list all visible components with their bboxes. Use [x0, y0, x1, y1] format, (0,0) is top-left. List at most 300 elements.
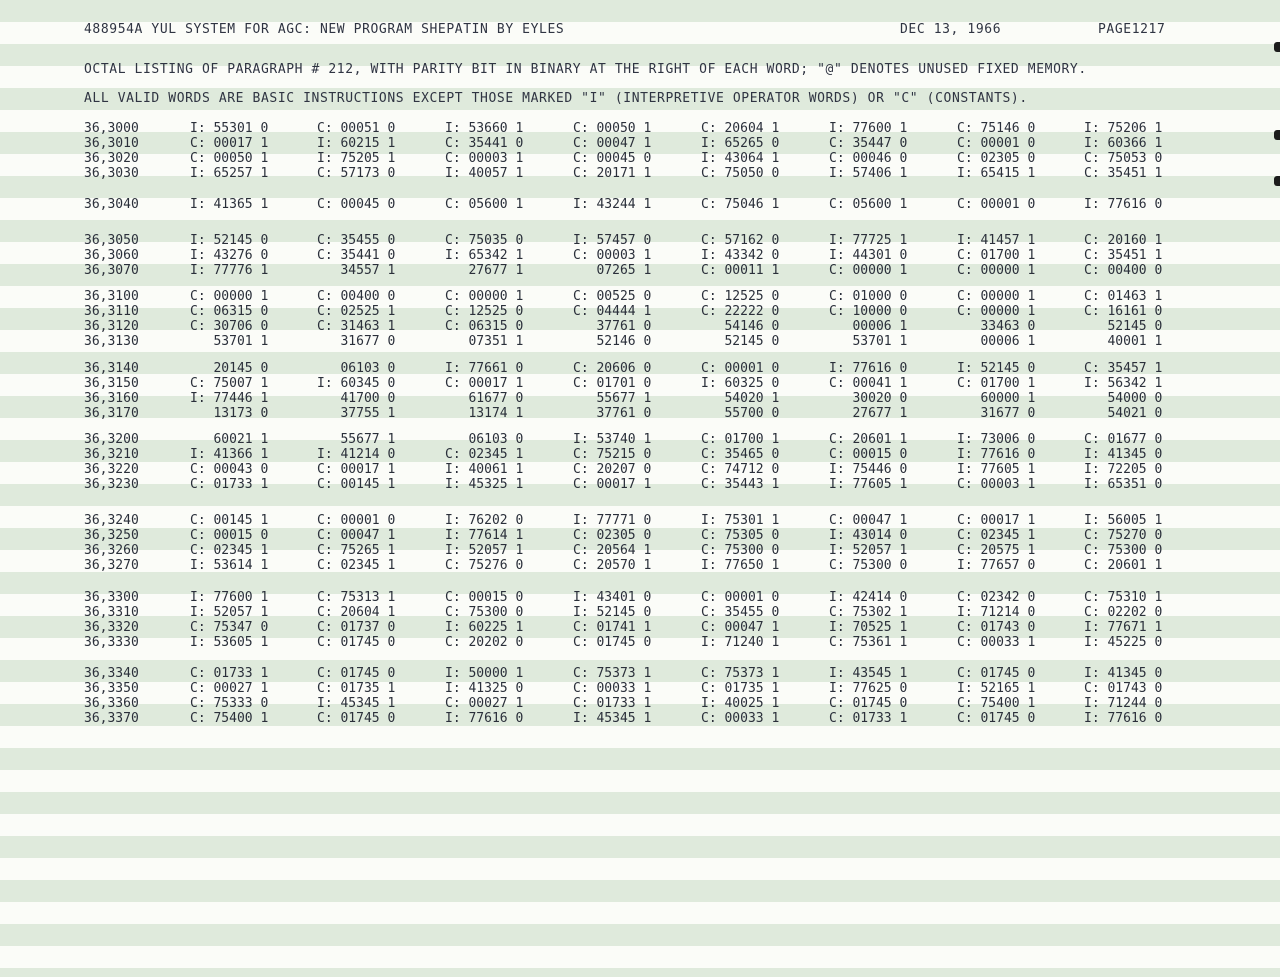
memory-word: C: 00050 1: [190, 151, 269, 166]
memory-word: I: 41457 1: [957, 233, 1036, 248]
memory-word: I: 77616 0: [829, 361, 908, 376]
address-label: 36,3160: [84, 391, 139, 406]
memory-word: C: 20202 0: [445, 635, 524, 650]
memory-word: C: 20171 1: [573, 166, 652, 181]
memory-word: I: 77614 1: [445, 528, 524, 543]
listing-block: [0, 590, 1280, 650]
address-label: 36,3110: [84, 304, 139, 319]
memory-word: C: 75035 0: [445, 233, 524, 248]
memory-word: C: 00015 0: [829, 447, 908, 462]
listing-row: [0, 334, 1280, 349]
tractor-hole: [1274, 130, 1280, 140]
memory-word: C: 35441 0: [445, 136, 524, 151]
memory-word: C: 35457 1: [1084, 361, 1163, 376]
memory-word: C: 06315 0: [445, 319, 524, 334]
memory-word: 37761 0: [573, 319, 652, 334]
listing-row: [0, 233, 1280, 248]
memory-word: C: 05600 1: [829, 197, 908, 212]
listing-row: [0, 558, 1280, 573]
memory-word: C: 02525 1: [317, 304, 396, 319]
memory-word: C: 01463 1: [1084, 289, 1163, 304]
memory-word: C: 02345 1: [317, 558, 396, 573]
listing-row: [0, 590, 1280, 605]
memory-word: I: 43244 1: [573, 197, 652, 212]
address-label: 36,3240: [84, 513, 139, 528]
memory-word: I: 77616 0: [1084, 711, 1163, 726]
memory-word: C: 01700 1: [957, 376, 1036, 391]
memory-word: C: 02305 0: [957, 151, 1036, 166]
listing-row: [0, 136, 1280, 151]
memory-word: C: 00001 0: [957, 197, 1036, 212]
memory-word: I: 75301 1: [701, 513, 780, 528]
memory-word: C: 75050 0: [701, 166, 780, 181]
memory-word: 13174 1: [445, 406, 524, 421]
memory-word: I: 65351 0: [1084, 477, 1163, 492]
memory-word: I: 53614 1: [190, 558, 269, 573]
memory-word: C: 75215 0: [573, 447, 652, 462]
listing-row: [0, 696, 1280, 711]
address-label: 36,3250: [84, 528, 139, 543]
address-label: 36,3150: [84, 376, 139, 391]
description-line-2: ALL VALID WORDS ARE BASIC INSTRUCTIONS EXCEPT THOSE MARKED "I" (INTERPRETIVE OPERATOR WORDS) OR "C" (CONSTANTS).: [84, 91, 1028, 106]
memory-word: C: 12525 0: [701, 289, 780, 304]
listing-row: [0, 304, 1280, 319]
memory-word: C: 35443 1: [701, 477, 780, 492]
memory-word: I: 45345 1: [317, 696, 396, 711]
memory-word: C: 00145 1: [190, 513, 269, 528]
memory-word: C: 01677 0: [1084, 432, 1163, 447]
listing-row: [0, 432, 1280, 447]
memory-word: I: 60345 0: [317, 376, 396, 391]
memory-word: C: 01733 1: [190, 477, 269, 492]
memory-word: I: 41325 0: [445, 681, 524, 696]
memory-word: C: 01737 0: [317, 620, 396, 635]
listing-block: [0, 289, 1280, 349]
memory-word: C: 01741 1: [573, 620, 652, 635]
memory-word: C: 01701 0: [573, 376, 652, 391]
memory-word: I: 71244 0: [1084, 696, 1163, 711]
address-label: 36,3260: [84, 543, 139, 558]
memory-word: C: 00017 1: [573, 477, 652, 492]
memory-word: C: 22222 0: [701, 304, 780, 319]
listing-row: [0, 289, 1280, 304]
memory-word: 54021 0: [1084, 406, 1163, 421]
address-label: 36,3200: [84, 432, 139, 447]
memory-word: C: 00525 0: [573, 289, 652, 304]
memory-word: C: 01745 0: [957, 711, 1036, 726]
address-label: 36,3360: [84, 696, 139, 711]
memory-word: C: 20601 1: [1084, 558, 1163, 573]
memory-word: 27677 1: [445, 263, 524, 278]
memory-word: C: 74712 0: [701, 462, 780, 477]
memory-word: C: 00017 1: [957, 513, 1036, 528]
listing-block: [0, 361, 1280, 421]
memory-word: C: 00003 1: [573, 248, 652, 263]
memory-word: C: 35455 0: [701, 605, 780, 620]
memory-word: I: 42414 0: [829, 590, 908, 605]
memory-word: C: 20606 0: [573, 361, 652, 376]
memory-word: 31677 0: [957, 406, 1036, 421]
listing-row: [0, 361, 1280, 376]
address-label: 36,3040: [84, 197, 139, 212]
listing-row: [0, 666, 1280, 681]
memory-word: I: 41366 1: [190, 447, 269, 462]
memory-word: 53701 1: [829, 334, 908, 349]
memory-word: 60021 1: [190, 432, 269, 447]
address-label: 36,3220: [84, 462, 139, 477]
memory-word: C: 57162 0: [701, 233, 780, 248]
memory-word: 00006 1: [957, 334, 1036, 349]
address-label: 36,3270: [84, 558, 139, 573]
address-label: 36,3060: [84, 248, 139, 263]
memory-word: C: 00033 1: [701, 711, 780, 726]
listing-row: [0, 513, 1280, 528]
memory-word: I: 75446 0: [829, 462, 908, 477]
memory-word: I: 77650 1: [701, 558, 780, 573]
memory-word: C: 00047 1: [829, 513, 908, 528]
memory-word: I: 50000 1: [445, 666, 524, 681]
memory-word: C: 75300 0: [1084, 543, 1163, 558]
memory-word: C: 35451 1: [1084, 166, 1163, 181]
memory-word: C: 00001 0: [317, 513, 396, 528]
address-label: 36,3050: [84, 233, 139, 248]
memory-word: 60000 1: [957, 391, 1036, 406]
memory-word: I: 70525 1: [829, 620, 908, 635]
memory-word: C: 01700 1: [957, 248, 1036, 263]
memory-word: I: 45225 0: [1084, 635, 1163, 650]
memory-word: 07351 1: [445, 334, 524, 349]
memory-word: 40001 1: [1084, 334, 1163, 349]
memory-word: C: 01733 1: [190, 666, 269, 681]
memory-word: 54146 0: [701, 319, 780, 334]
memory-word: C: 00003 1: [957, 477, 1036, 492]
memory-word: C: 00000 1: [190, 289, 269, 304]
memory-word: 06103 0: [317, 361, 396, 376]
memory-word: C: 01733 1: [573, 696, 652, 711]
listing-row: [0, 197, 1280, 212]
memory-word: 13173 0: [190, 406, 269, 421]
memory-word: I: 77616 0: [957, 447, 1036, 462]
memory-word: C: 00045 0: [317, 197, 396, 212]
memory-word: C: 35455 0: [317, 233, 396, 248]
memory-word: C: 20160 1: [1084, 233, 1163, 248]
memory-word: I: 41345 0: [1084, 447, 1163, 462]
listing-row: [0, 121, 1280, 136]
address-label: 36,3230: [84, 477, 139, 492]
memory-word: C: 00033 1: [573, 681, 652, 696]
listing-row: [0, 528, 1280, 543]
description-line-1: OCTAL LISTING OF PARAGRAPH # 212, WITH PARITY BIT IN BINARY AT THE RIGHT OF EACH WORD; "@" DENOTES UNUSED FIXED MEMORY.: [84, 62, 1087, 77]
memory-word: C: 20604 1: [317, 605, 396, 620]
memory-word: I: 77616 0: [1084, 197, 1163, 212]
listing-row: [0, 263, 1280, 278]
memory-word: I: 52057 1: [190, 605, 269, 620]
memory-word: I: 77771 0: [573, 513, 652, 528]
memory-word: C: 75361 1: [829, 635, 908, 650]
memory-word: I: 40061 1: [445, 462, 524, 477]
memory-word: C: 00045 0: [573, 151, 652, 166]
address-label: 36,3350: [84, 681, 139, 696]
memory-word: C: 20207 0: [573, 462, 652, 477]
listing-row: [0, 635, 1280, 650]
memory-word: 31677 0: [317, 334, 396, 349]
memory-word: I: 77605 1: [829, 477, 908, 492]
memory-word: C: 35465 0: [701, 447, 780, 462]
memory-word: C: 01735 1: [317, 681, 396, 696]
memory-word: I: 75206 1: [1084, 121, 1163, 136]
memory-word: C: 02345 1: [445, 447, 524, 462]
memory-word: I: 53740 1: [573, 432, 652, 447]
memory-word: C: 35447 0: [829, 136, 908, 151]
memory-word: C: 00047 1: [573, 136, 652, 151]
memory-word: I: 60366 1: [1084, 136, 1163, 151]
tractor-hole: [1274, 176, 1280, 186]
memory-word: 41700 0: [317, 391, 396, 406]
memory-word: C: 20570 1: [573, 558, 652, 573]
memory-word: 52145 0: [1084, 319, 1163, 334]
memory-word: I: 60215 1: [317, 136, 396, 151]
memory-word: 55677 1: [317, 432, 396, 447]
memory-word: 00006 1: [829, 319, 908, 334]
memory-word: C: 01000 0: [829, 289, 908, 304]
memory-word: I: 71240 1: [701, 635, 780, 650]
listing-block: [0, 666, 1280, 726]
memory-word: I: 75205 1: [317, 151, 396, 166]
memory-word: I: 72205 0: [1084, 462, 1163, 477]
memory-word: I: 77625 0: [829, 681, 908, 696]
memory-word: C: 75305 0: [701, 528, 780, 543]
memory-word: I: 77605 1: [957, 462, 1036, 477]
memory-word: I: 53660 1: [445, 121, 524, 136]
memory-word: C: 20601 1: [829, 432, 908, 447]
memory-word: I: 60225 1: [445, 620, 524, 635]
memory-word: C: 00050 1: [573, 121, 652, 136]
listing-row: [0, 543, 1280, 558]
memory-word: C: 02305 0: [573, 528, 652, 543]
memory-word: I: 52165 1: [957, 681, 1036, 696]
memory-word: I: 65342 1: [445, 248, 524, 263]
memory-word: C: 00000 1: [957, 289, 1036, 304]
memory-word: 54020 1: [701, 391, 780, 406]
listing-row: [0, 151, 1280, 166]
memory-word: I: 41214 0: [317, 447, 396, 462]
memory-word: C: 75007 1: [190, 376, 269, 391]
memory-word: 07265 1: [573, 263, 652, 278]
memory-word: C: 01745 0: [317, 666, 396, 681]
memory-word: C: 02345 1: [190, 543, 269, 558]
address-label: 36,3310: [84, 605, 139, 620]
memory-word: C: 01743 0: [1084, 681, 1163, 696]
memory-word: C: 75347 0: [190, 620, 269, 635]
memory-word: C: 00017 1: [190, 136, 269, 151]
memory-word: C: 00015 0: [445, 590, 524, 605]
memory-word: C: 00001 0: [701, 590, 780, 605]
memory-word: I: 65265 0: [701, 136, 780, 151]
memory-word: I: 76202 0: [445, 513, 524, 528]
listing-row: [0, 248, 1280, 263]
memory-word: I: 40025 1: [701, 696, 780, 711]
address-label: 36,3300: [84, 590, 139, 605]
memory-word: C: 00000 1: [829, 263, 908, 278]
memory-word: C: 00017 1: [317, 462, 396, 477]
memory-word: I: 65257 1: [190, 166, 269, 181]
memory-word: I: 77776 1: [190, 263, 269, 278]
memory-word: C: 35441 0: [317, 248, 396, 263]
memory-word: C: 75300 0: [445, 605, 524, 620]
memory-word: 30020 0: [829, 391, 908, 406]
memory-word: I: 41345 0: [1084, 666, 1163, 681]
listing-row: [0, 462, 1280, 477]
memory-word: 54000 0: [1084, 391, 1163, 406]
listing-row: [0, 477, 1280, 492]
address-label: 36,3330: [84, 635, 139, 650]
memory-word: C: 04444 1: [573, 304, 652, 319]
memory-word: I: 77671 1: [1084, 620, 1163, 635]
memory-word: C: 00047 1: [701, 620, 780, 635]
memory-word: C: 00145 1: [317, 477, 396, 492]
memory-word: 27677 1: [829, 406, 908, 421]
memory-word: C: 00041 1: [829, 376, 908, 391]
memory-word: I: 43064 1: [701, 151, 780, 166]
memory-word: C: 00003 1: [445, 151, 524, 166]
listing-row: [0, 605, 1280, 620]
memory-word: C: 00001 0: [701, 361, 780, 376]
memory-word: C: 20564 1: [573, 543, 652, 558]
listing-row: [0, 711, 1280, 726]
memory-word: 52145 0: [701, 334, 780, 349]
address-label: 36,3140: [84, 361, 139, 376]
address-label: 36,3000: [84, 121, 139, 136]
memory-word: C: 75333 0: [190, 696, 269, 711]
memory-word: C: 01700 1: [701, 432, 780, 447]
memory-word: C: 00001 0: [957, 136, 1036, 151]
listing-block: [0, 233, 1280, 278]
memory-word: C: 00033 1: [957, 635, 1036, 650]
listing-block: [0, 197, 1280, 212]
memory-word: I: 52057 1: [829, 543, 908, 558]
memory-word: I: 73006 0: [957, 432, 1036, 447]
memory-word: C: 02202 0: [1084, 605, 1163, 620]
address-label: 36,3370: [84, 711, 139, 726]
memory-word: C: 00051 0: [317, 121, 396, 136]
memory-word: 61677 0: [445, 391, 524, 406]
memory-word: I: 77600 1: [829, 121, 908, 136]
listing-row: [0, 447, 1280, 462]
memory-word: I: 52145 0: [573, 605, 652, 620]
listing-row: [0, 166, 1280, 181]
memory-word: I: 43276 0: [190, 248, 269, 263]
memory-word: I: 52145 0: [190, 233, 269, 248]
address-label: 36,3100: [84, 289, 139, 304]
memory-word: C: 01745 0: [957, 666, 1036, 681]
memory-word: C: 01745 0: [573, 635, 652, 650]
memory-word: C: 75265 1: [317, 543, 396, 558]
memory-word: I: 77446 1: [190, 391, 269, 406]
memory-word: C: 01745 0: [829, 696, 908, 711]
listing-title: 488954A YUL SYSTEM FOR AGC: NEW PROGRAM SHEPATIN BY EYLES: [84, 22, 565, 37]
memory-word: 06103 0: [445, 432, 524, 447]
memory-word: C: 31463 1: [317, 319, 396, 334]
memory-word: I: 43545 1: [829, 666, 908, 681]
memory-word: I: 71214 0: [957, 605, 1036, 620]
memory-word: C: 75373 1: [701, 666, 780, 681]
listing-row: [0, 376, 1280, 391]
memory-word: I: 77661 0: [445, 361, 524, 376]
memory-word: I: 60325 0: [701, 376, 780, 391]
memory-word: C: 00000 1: [445, 289, 524, 304]
listing-block: [0, 513, 1280, 573]
memory-word: I: 53605 1: [190, 635, 269, 650]
memory-word: I: 65415 1: [957, 166, 1036, 181]
memory-word: C: 75313 1: [317, 590, 396, 605]
address-label: 36,3130: [84, 334, 139, 349]
memory-word: I: 40057 1: [445, 166, 524, 181]
memory-word: I: 41365 1: [190, 197, 269, 212]
address-label: 36,3340: [84, 666, 139, 681]
listing-row: [0, 319, 1280, 334]
memory-word: C: 00000 1: [957, 263, 1036, 278]
memory-word: C: 12525 0: [445, 304, 524, 319]
memory-word: I: 45325 1: [445, 477, 524, 492]
memory-word: C: 20604 1: [701, 121, 780, 136]
memory-word: I: 56342 1: [1084, 376, 1163, 391]
address-label: 36,3120: [84, 319, 139, 334]
memory-word: C: 75053 0: [1084, 151, 1163, 166]
memory-word: C: 75300 0: [829, 558, 908, 573]
memory-word: I: 77725 1: [829, 233, 908, 248]
memory-word: I: 77600 1: [190, 590, 269, 605]
memory-word: C: 00043 0: [190, 462, 269, 477]
memory-word: 52146 0: [573, 334, 652, 349]
listing-row: [0, 620, 1280, 635]
memory-word: C: 02342 0: [957, 590, 1036, 605]
memory-word: C: 75400 1: [190, 711, 269, 726]
address-label: 36,3210: [84, 447, 139, 462]
memory-word: C: 00400 0: [1084, 263, 1163, 278]
memory-word: C: 00011 1: [701, 263, 780, 278]
memory-word: C: 00027 1: [445, 696, 524, 711]
memory-word: 37761 0: [573, 406, 652, 421]
memory-word: C: 75310 1: [1084, 590, 1163, 605]
memory-word: C: 00027 1: [190, 681, 269, 696]
memory-word: 33463 0: [957, 319, 1036, 334]
memory-word: C: 00047 1: [317, 528, 396, 543]
memory-word: I: 45345 1: [573, 711, 652, 726]
memory-word: C: 35451 1: [1084, 248, 1163, 263]
memory-word: C: 75400 1: [957, 696, 1036, 711]
memory-word: 53701 1: [190, 334, 269, 349]
memory-word: I: 43401 0: [573, 590, 652, 605]
address-label: 36,3010: [84, 136, 139, 151]
memory-word: C: 16161 0: [1084, 304, 1163, 319]
memory-word: C: 30706 0: [190, 319, 269, 334]
memory-word: 34557 1: [317, 263, 396, 278]
memory-word: 20145 0: [190, 361, 269, 376]
page-number: PAGE1217: [1098, 22, 1166, 37]
memory-word: C: 00000 1: [957, 304, 1036, 319]
memory-word: C: 75046 1: [701, 197, 780, 212]
address-label: 36,3020: [84, 151, 139, 166]
memory-word: I: 57457 0: [573, 233, 652, 248]
memory-word: I: 77657 0: [957, 558, 1036, 573]
memory-word: I: 44301 0: [829, 248, 908, 263]
listing-row: [0, 391, 1280, 406]
memory-word: C: 06315 0: [190, 304, 269, 319]
memory-word: I: 77616 0: [445, 711, 524, 726]
memory-word: C: 00400 0: [317, 289, 396, 304]
memory-word: C: 57173 0: [317, 166, 396, 181]
memory-word: C: 75276 0: [445, 558, 524, 573]
